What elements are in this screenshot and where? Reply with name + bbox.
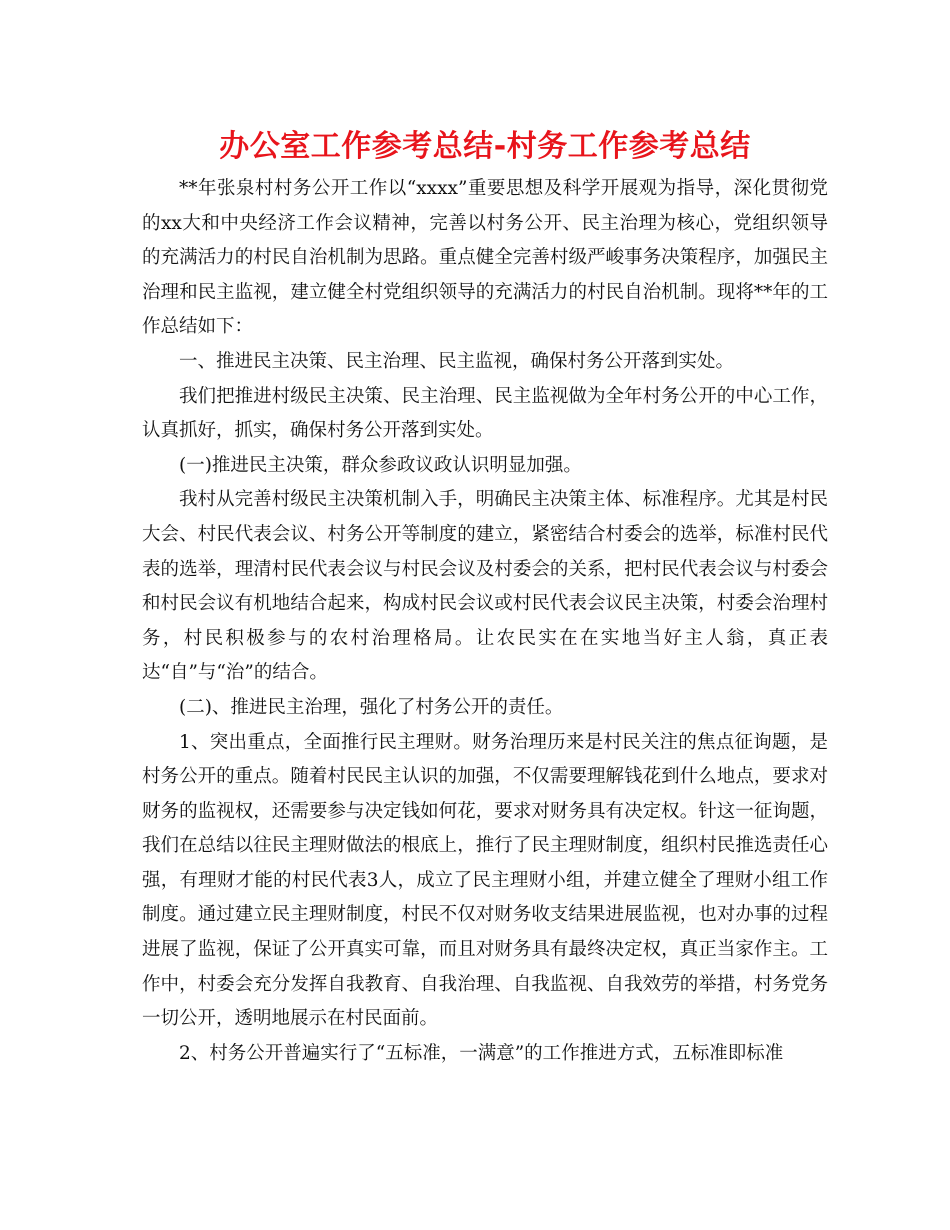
paragraph-7: 2、村务公开普遍实行了“五标准，一满意”的工作推进方式，五标准即标准 — [179, 1042, 784, 1064]
document-body — [142, 172, 828, 1071]
paragraph-2: 我们把推进村级民主决策、民主治理、民主监视做为全年村务公开的中心工作，认真抓好，抓实，确保村务公开落到实处。 — [142, 385, 828, 442]
document-title: 办公室工作参考总结-村务工作参考总结 — [219, 129, 751, 164]
paragraph-subheading-2: (二)、推进民主治理，强化了村务公开的责任。 — [179, 696, 564, 718]
paragraph-intro: **年张泉村村务公开工作以“xxxx”重要思想及科学开展观为指导，深化贯彻党的xx大和中央经济工作会议精神，完善以村务公开、民主治理为核心，党组织领导的充满活力的村民自治机制为思路。重点健全完善村级严峻事务决策程序，加强民主治理和民主监视，建立健全村党组织领导的充满活力的村民自治机制。现将**年的工作总结如下： — [142, 178, 828, 338]
paragraph-subheading-1: (一)推进民主决策，群众参政议政认识明显加强。 — [179, 454, 582, 476]
paragraph-6: 1、突出重点，全面推行民主理财。财务治理历来是村民关注的焦点征询题，是村务公开的重点。随着村民民主认识的加强，不仅需要理解钱花到什么地点，要求对财务的监视权，还需要参与决定钱如何花，要求对财务具有决定权。针这一征询题，我们在总结以往民主理财做法的根底上，推行了民主理财制度，组织村民推选责任心强，有理财才能的村民代表3人，成立了民主理财小组，并建立健全了理财小组工作制度。通过建立民主理财制度，村民不仅对财务收支结果进展监视，也对办事的过程进展了监视，保证了公开真实可靠，而且对财务具有最终决定权，真正当家作主。工作中，村委会充分发挥自我教育、自我治理、自我监视、自我效劳的举措，村务党务一切公开，透明地展示在村民面前。 — [142, 731, 828, 1030]
paragraph-heading-1: 一、推进民主决策、民主治理、民主监视，确保村务公开落到实处。 — [179, 350, 735, 372]
paragraph-4: 我村从完善村级民主决策机制入手，明确民主决策主体、标准程序。尤其是村民大会、村民代表会议、村务公开等制度的建立，紧密结合村委会的选举，标准村民代表的选举，理清村民代表会议与村民会议及村委会的关系，把村民代表会议与村委会和村民会议有机地结合起来，构成村民会议或村民代表会议民主决策，村委会治理村务，村民积极参与的农村治理格局。让农民实在在实地当好主人翁，真正表达“自”与“治”的结合。 — [142, 489, 828, 684]
